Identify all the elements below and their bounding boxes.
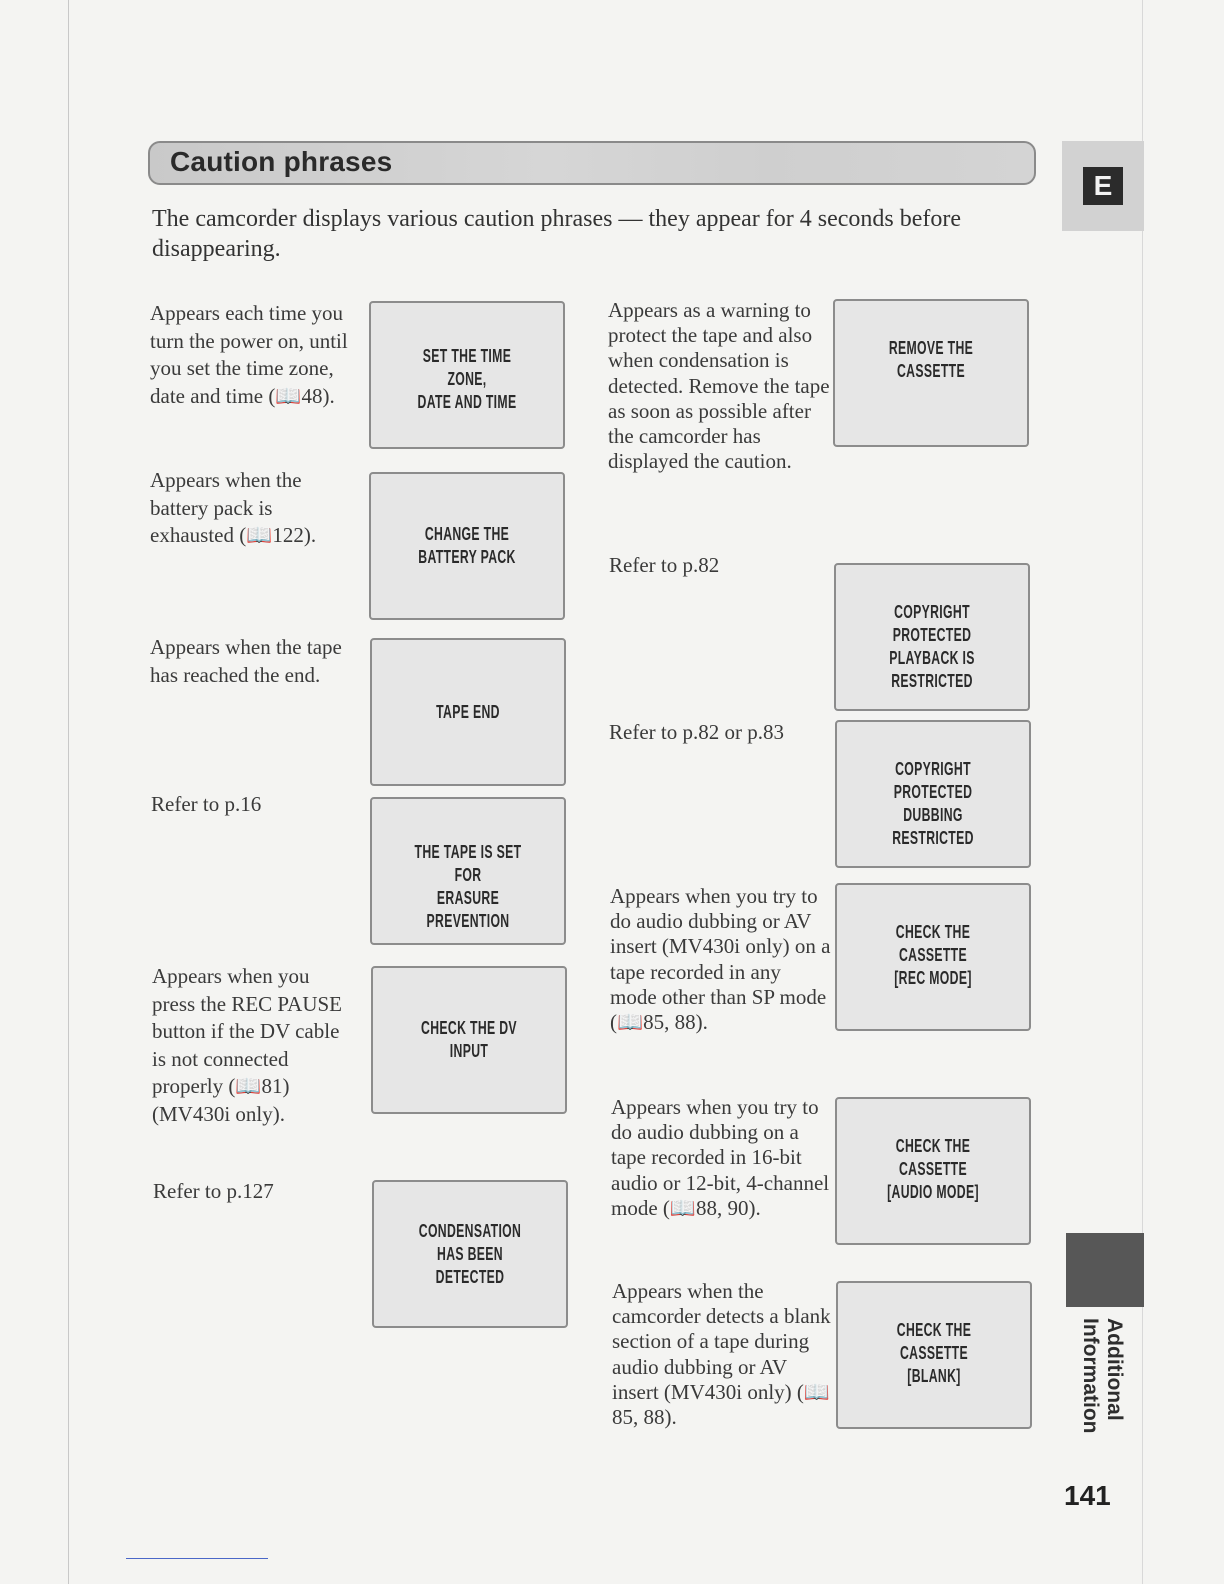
caution-screen-text: CONDENSATION HAS BEEN DETECTED [418, 1220, 522, 1287]
footer-rule [126, 1558, 268, 1559]
caution-screen-text: CHANGE THE BATTERY PACK [418, 524, 516, 567]
caution-description: Refer to p.82 [609, 553, 720, 577]
caution-screen [369, 472, 565, 620]
caution-description: Appears when the battery pack is exhausted (📖122). [150, 468, 317, 547]
caution-description: Appears each time you turn the power on, until you set the time zone, date and time (📖48). [150, 301, 348, 408]
page-edge-right [1142, 0, 1143, 1584]
section-tab-label: Additional Information [1079, 1318, 1126, 1434]
caution-description: Appears when you try to do audio dubbing or AV insert (MV430i only) on a tape recorded in any mode other than SP mode (📖85, 88). [610, 884, 831, 1035]
caution-screen [835, 883, 1031, 1031]
section-tab-block [1066, 1233, 1144, 1307]
caution-screen-text: REMOVE THE CASSETTE [888, 338, 974, 381]
caution-description: Appears when the camcorder detects a blank section of a tape during audio dubbing or AV insert (MV430i only) (📖85, 88). [612, 1279, 831, 1430]
caution-screen [371, 966, 567, 1114]
caution-screen [370, 797, 566, 945]
intro-paragraph: The camcorder displays various caution phrases — they appear for 4 seconds before disappearing. [152, 206, 962, 262]
caution-description: Refer to p.16 [151, 792, 262, 816]
caution-screen-text: CHECK THE DV INPUT [421, 1018, 517, 1061]
caution-screen-text: TAPE END [436, 701, 500, 722]
caution-screen-text: CHECK THE CASSETTE [AUDIO MODE] [887, 1136, 979, 1202]
caution-screen-text: CHECK THE CASSETTE [REC MODE] [894, 922, 972, 988]
caution-screen [372, 1180, 568, 1328]
caution-screen-text: COPYRIGHT PROTECTED PLAYBACK IS RESTRICTED [889, 602, 975, 691]
section-header [148, 141, 1036, 185]
caution-screen-text: SET THE TIME ZONE, DATE AND TIME [417, 346, 517, 412]
caution-screen [835, 720, 1031, 868]
caution-description: Appears when the tape has reached the end. [150, 635, 342, 687]
caution-screen [370, 638, 566, 786]
caution-screen [835, 1097, 1031, 1245]
caution-description: Appears as a warning to protect the tape and also when condensation is detected. Remove the tape as soon as possible after the camcorder has displayed the caution. [608, 298, 830, 474]
page-number: 141 [1064, 1480, 1111, 1511]
caution-screen [836, 1281, 1032, 1429]
caution-screen [369, 301, 565, 449]
page-edge-left [68, 0, 69, 1584]
caution-description: Appears when you try to do audio dubbing on a tape recorded in 16-bit audio or 12-bit, 4-channel mode (📖88, 90). [611, 1095, 830, 1220]
caution-description: Refer to p.82 or p.83 [609, 720, 784, 744]
caution-screen-text: COPYRIGHT PROTECTED DUBBING RESTRICTED [892, 759, 974, 848]
section-title: Caution phrases [170, 146, 393, 177]
caution-screen [834, 563, 1030, 711]
language-letter: E [1083, 167, 1123, 205]
caution-screen [833, 299, 1029, 447]
caution-screen-text: THE TAPE IS SET FOR ERASURE PREVENTION [414, 842, 522, 931]
caution-description: Refer to p.127 [153, 1179, 274, 1203]
caution-description: Appears when you press the REC PAUSE button if the DV cable is not connected properly (📖81) (MV430i only). [152, 964, 342, 1126]
caution-screen-text: CHECK THE CASSETTE [BLANK] [896, 1320, 972, 1386]
